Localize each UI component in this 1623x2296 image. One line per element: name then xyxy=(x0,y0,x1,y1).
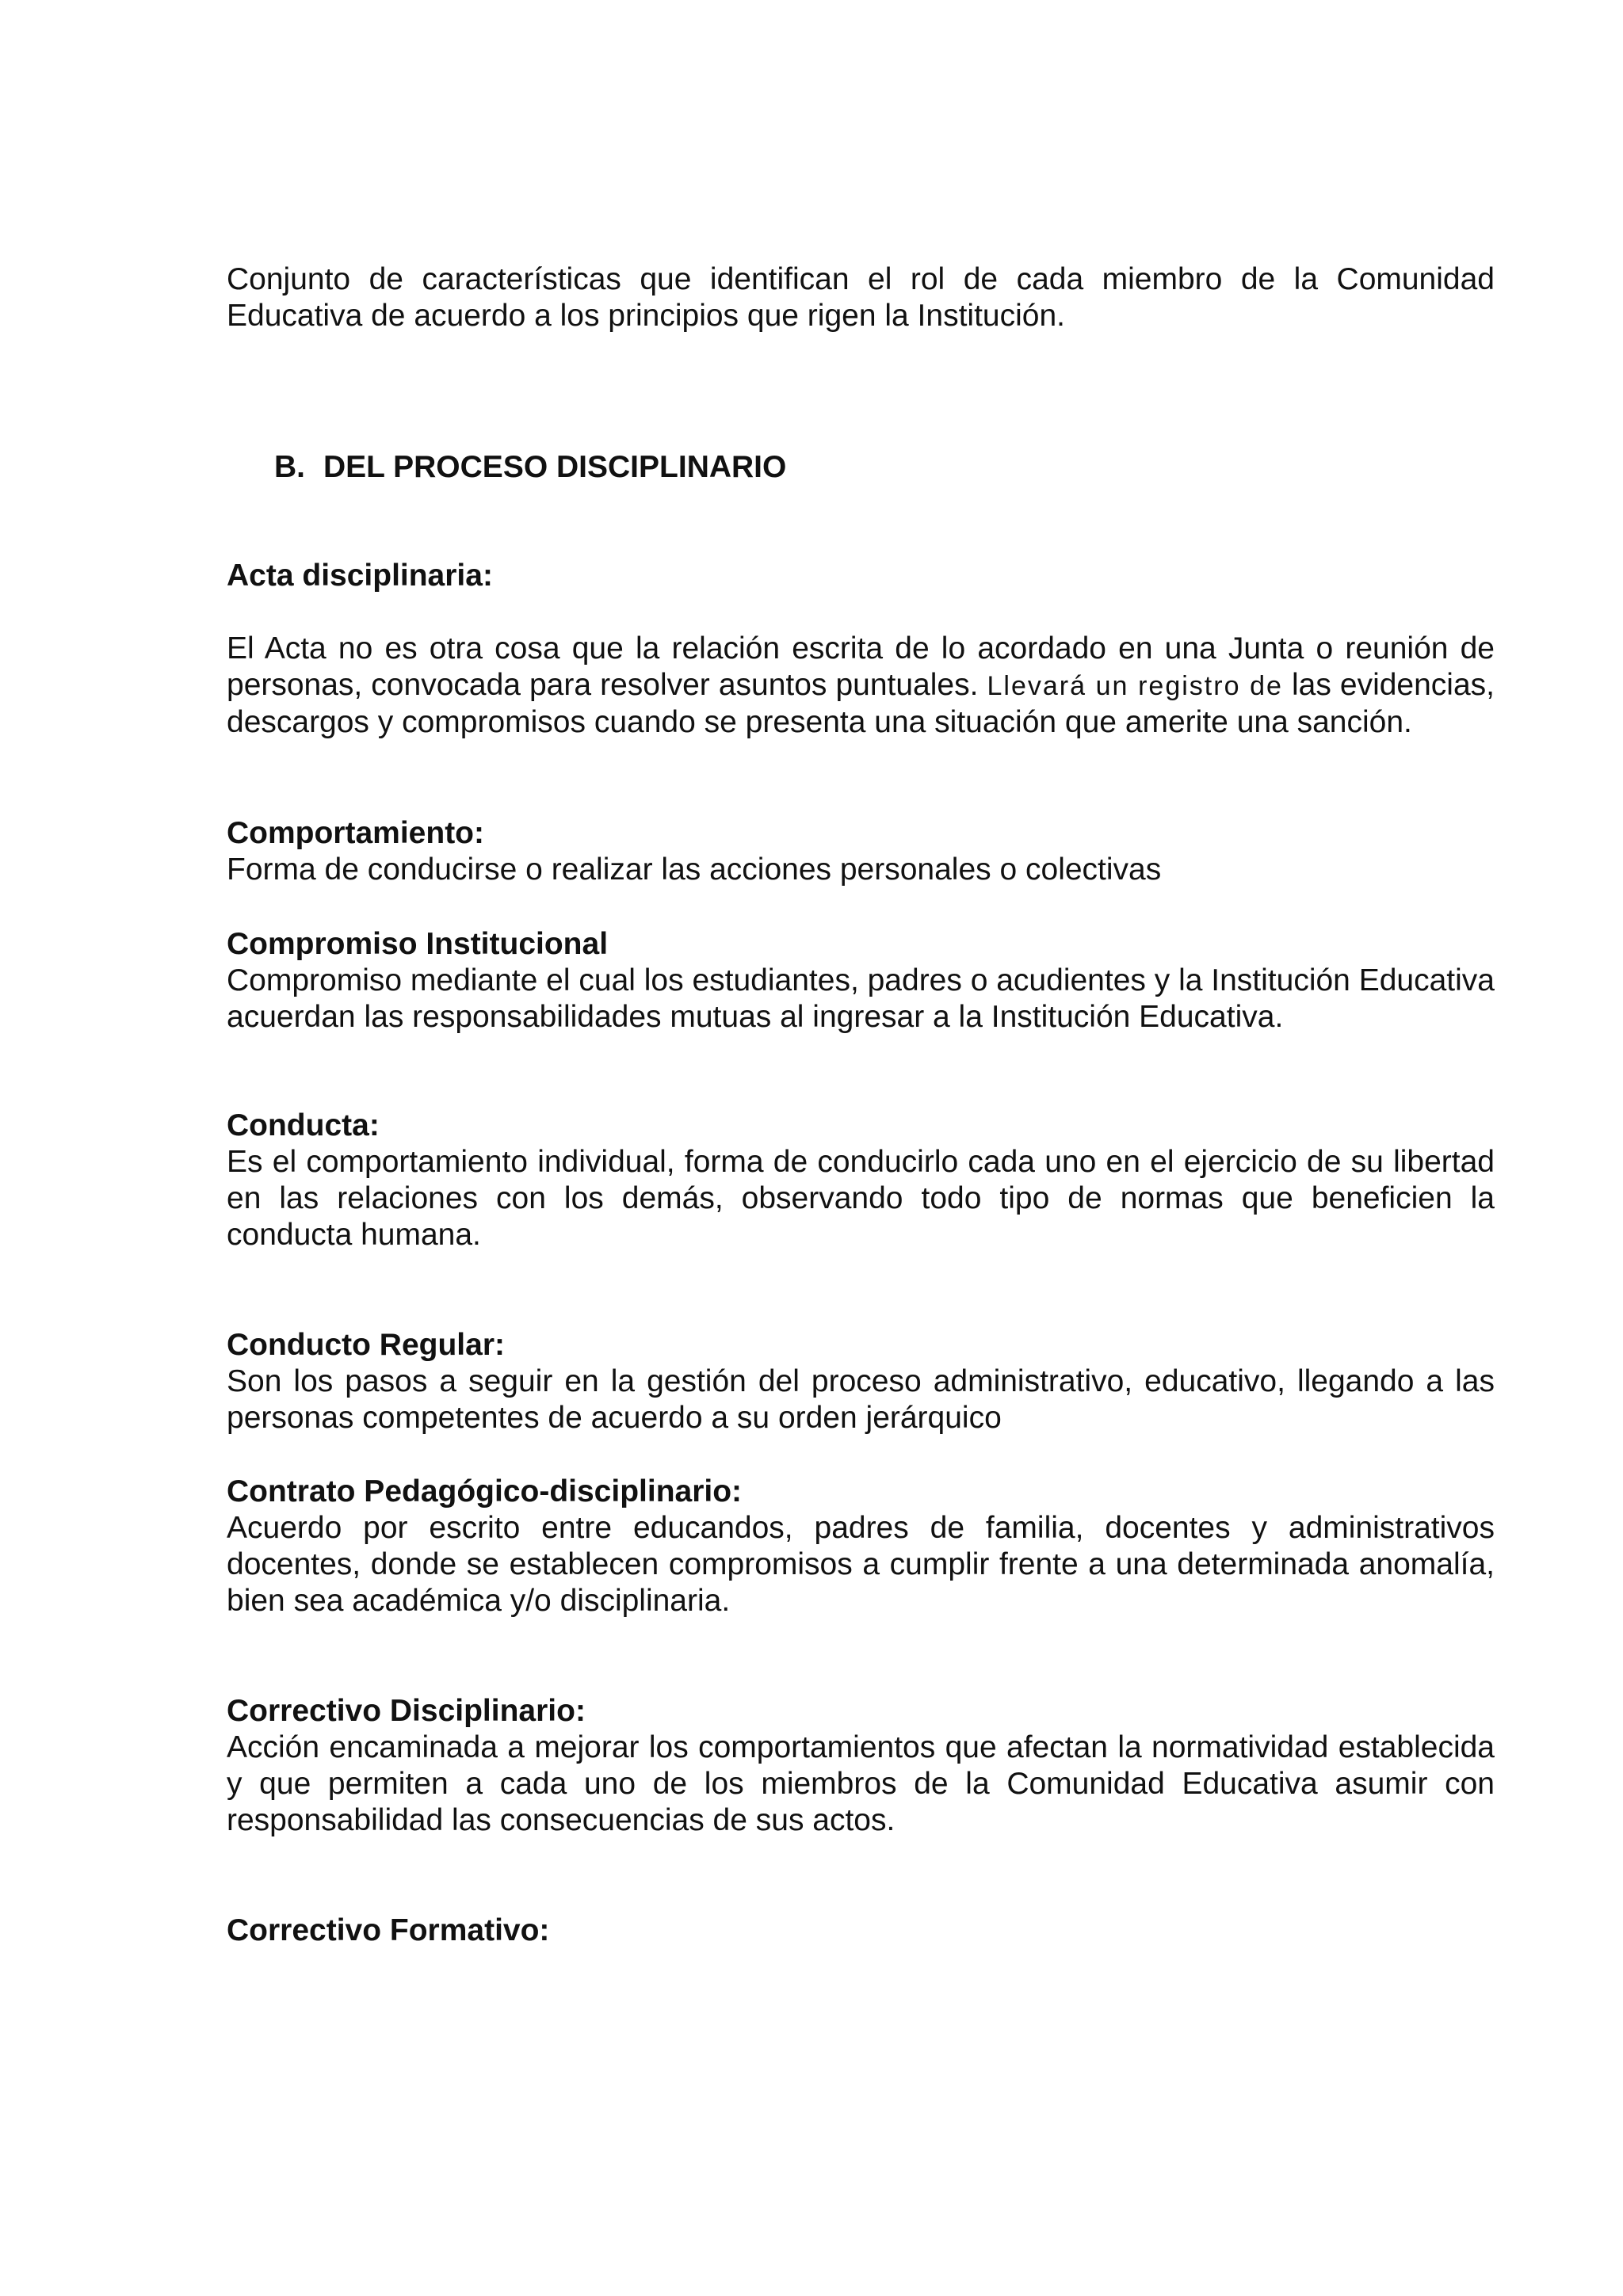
section-heading xyxy=(274,449,786,486)
entry-correctivo-disciplinario xyxy=(227,1693,1495,1839)
definition-acta-disciplinaria: El Acta no es otra cosa que la relación escrita de lo acordado en una Junta o reunión de personas, convocada para resolver asuntos puntuales. Llevará un registro de las evidencias, descargos y compromisos cuando se presenta una situación que amerite una sanción. xyxy=(227,631,1495,739)
section-letter: B. xyxy=(274,450,305,484)
term-contrato-pedagogico: Contrato Pedagógico-disciplinario: xyxy=(227,1474,743,1508)
definition-contrato-pedagogico: Acuerdo por escrito entre educandos, padres de familia, docentes y administrativos docentes, donde se establecen compromisos a cumplir frente a una determinada anomalía, bien sea académica y/o disciplinaria. xyxy=(227,1511,1495,1618)
term-acta-disciplinaria: Acta disciplinaria: xyxy=(227,559,493,593)
entry-correctivo-formativo xyxy=(227,1913,1495,1949)
term-correctivo-formativo: Correctivo Formativo: xyxy=(227,1913,550,1947)
entry-comportamiento xyxy=(227,815,1495,888)
definition-correctivo-disciplinario: Acción encaminada a mejorar los comportamientos que afectan la normatividad establecida y que permiten a cada uno de los miembros de la Comunidad Educativa asumir con responsabilidad las consecuencias de sus actos. xyxy=(227,1730,1495,1837)
entry-acta xyxy=(227,558,1495,741)
section-title: DEL PROCESO DISCIPLINARIO xyxy=(323,450,787,484)
definition-compromiso-institucional: Compromiso mediante el cual los estudiantes, padres o acudientes y la Institución Educativa acuerdan las responsabilidades mutuas al ingresar a la Institución Educativa. xyxy=(227,963,1495,1034)
definition-comportamiento: Forma de conducirse o realizar las acciones personales o colectivas xyxy=(227,852,1162,887)
term-compromiso-institucional: Compromiso Institucional xyxy=(227,927,609,961)
definition-conducta: Es el comportamiento individual, forma de conducirlo cada uno en el ejercicio de su libertad en las relaciones con los demás, observando todo tipo de normas que beneficien la conducta humana. xyxy=(227,1145,1495,1252)
entry-conducto-regular xyxy=(227,1327,1495,1436)
entry-contrato-pedagogico xyxy=(227,1474,1495,1619)
entry-conducta xyxy=(227,1108,1495,1253)
definition-conducto-regular: Son los pasos a seguir en la gestión del proceso administrativo, educativo, llegando a las personas competentes de acuerdo a su orden jerárquico xyxy=(227,1364,1495,1435)
term-conducta: Conducta: xyxy=(227,1108,380,1142)
term-conducto-regular: Conducto Regular: xyxy=(227,1328,505,1362)
intro-paragraph-block xyxy=(227,261,1495,334)
entry-compromiso-institucional xyxy=(227,926,1495,1035)
term-correctivo-disciplinario: Correctivo Disciplinario: xyxy=(227,1694,586,1728)
term-comportamiento: Comportamiento: xyxy=(227,816,484,850)
intro-paragraph: Conjunto de características que identifican el rol de cada miembro de la Comunidad Educativa de acuerdo a los principios que rigen la Institución. xyxy=(227,262,1495,333)
